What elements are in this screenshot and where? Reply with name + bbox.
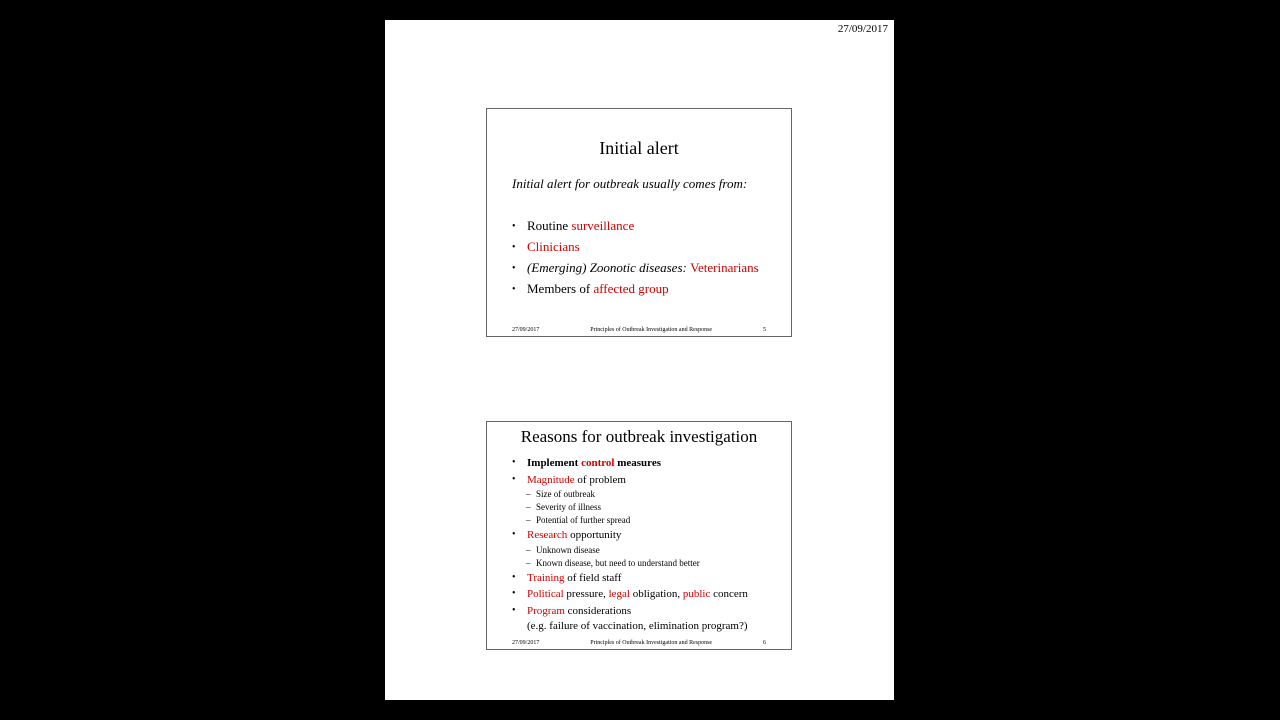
- slide-title: Initial alert: [599, 138, 679, 158]
- bullet-highlight: Program: [527, 604, 565, 617]
- bullet-item: • Clinicians: [512, 239, 580, 254]
- slide-6: [486, 421, 792, 650]
- slide-footer: [512, 640, 766, 646]
- sub-bullet: – Known disease, but need to understand better: [526, 557, 700, 568]
- document-page: [385, 20, 894, 700]
- bullet-text: measures: [614, 457, 662, 469]
- bullet-list: [512, 455, 748, 635]
- sub-bullet-text: Severity of illness: [536, 502, 601, 512]
- bullet-item: • Routine surveillance: [512, 218, 635, 233]
- bullet-item: • Research opportunity: [512, 529, 622, 541]
- sub-bullet: – Severity of illness: [526, 502, 601, 512]
- footer-date: 27/09/2017: [512, 640, 540, 646]
- bullet-item: • Implement control measures: [512, 457, 662, 469]
- bullet-highlight: affected group: [593, 281, 669, 296]
- bullet-item: • Training of field staff: [512, 571, 622, 584]
- bullet-highlight: Magnitude: [527, 473, 575, 486]
- bullet-text: Members of: [527, 281, 594, 296]
- bullet-highlight: Political: [527, 588, 564, 600]
- sub-bullet-text: Potential of further spread: [536, 515, 631, 525]
- footer-date: 27/09/2017: [512, 327, 540, 333]
- bullet-text: concern: [710, 588, 748, 600]
- bullet-text: of field staff: [564, 571, 622, 584]
- bullet-item: • Members of affected group: [512, 281, 669, 296]
- bullet-text: obligation,: [629, 588, 683, 600]
- bullet-highlight: Research: [527, 529, 568, 541]
- bullet-highlight: control: [581, 457, 615, 469]
- footer-page-number: 5: [763, 327, 766, 333]
- bullet-item: • Magnitude of problem: [512, 473, 626, 486]
- slide-5: [486, 108, 792, 337]
- slide-intro: Initial alert for outbreak usually comes from:: [512, 176, 748, 191]
- bullet-item: • (Emerging) Zoonotic diseases: Veterinarians: [512, 260, 759, 275]
- bullet-highlight: Veterinarians: [690, 260, 759, 275]
- sub-bullet: – Size of outbreak: [526, 489, 595, 499]
- slide-footer: [512, 327, 766, 333]
- slide-title: Reasons for outbreak investigation: [520, 427, 758, 446]
- footer-page-number: 6: [763, 640, 766, 646]
- bullet-highlight: Clinicians: [527, 239, 580, 254]
- footer-title: Principles of Outbreak Investigation and Response: [590, 640, 713, 646]
- page-header-date: 27/09/2017: [837, 23, 888, 35]
- bullet-text: opportunity: [567, 529, 622, 541]
- bullet-text: pressure,: [563, 588, 609, 600]
- sub-bullet: – Unknown disease: [526, 544, 600, 555]
- sub-bullet-text: Unknown disease: [536, 544, 600, 555]
- bullet-continuation: (e.g. failure of vaccination, elimination program?): [527, 620, 748, 632]
- bullet-text: Implement: [527, 457, 582, 469]
- bullet-highlight: surveillance: [571, 218, 635, 233]
- bullet-list: [512, 216, 759, 300]
- bullet-item: • Political pressure, legal obligation, public concern: [512, 588, 748, 600]
- footer-title: Principles of Outbreak Investigation and Response: [590, 327, 713, 333]
- bullet-text: considerations: [564, 604, 632, 617]
- sub-bullet-text: Known disease, but need to understand better: [536, 557, 700, 568]
- bullet-highlight: legal: [608, 588, 630, 600]
- bullet-text: of problem: [574, 473, 626, 486]
- bullet-highlight: Training: [527, 571, 565, 584]
- sub-bullet: – Potential of further spread: [526, 515, 631, 525]
- sub-bullet-text: Size of outbreak: [536, 489, 595, 499]
- bullet-highlight: public: [682, 588, 711, 600]
- bullet-item: • Program considerations: [512, 604, 632, 617]
- bullet-text: (Emerging) Zoonotic diseases:: [527, 260, 691, 275]
- bullet-text: Routine: [527, 218, 572, 233]
